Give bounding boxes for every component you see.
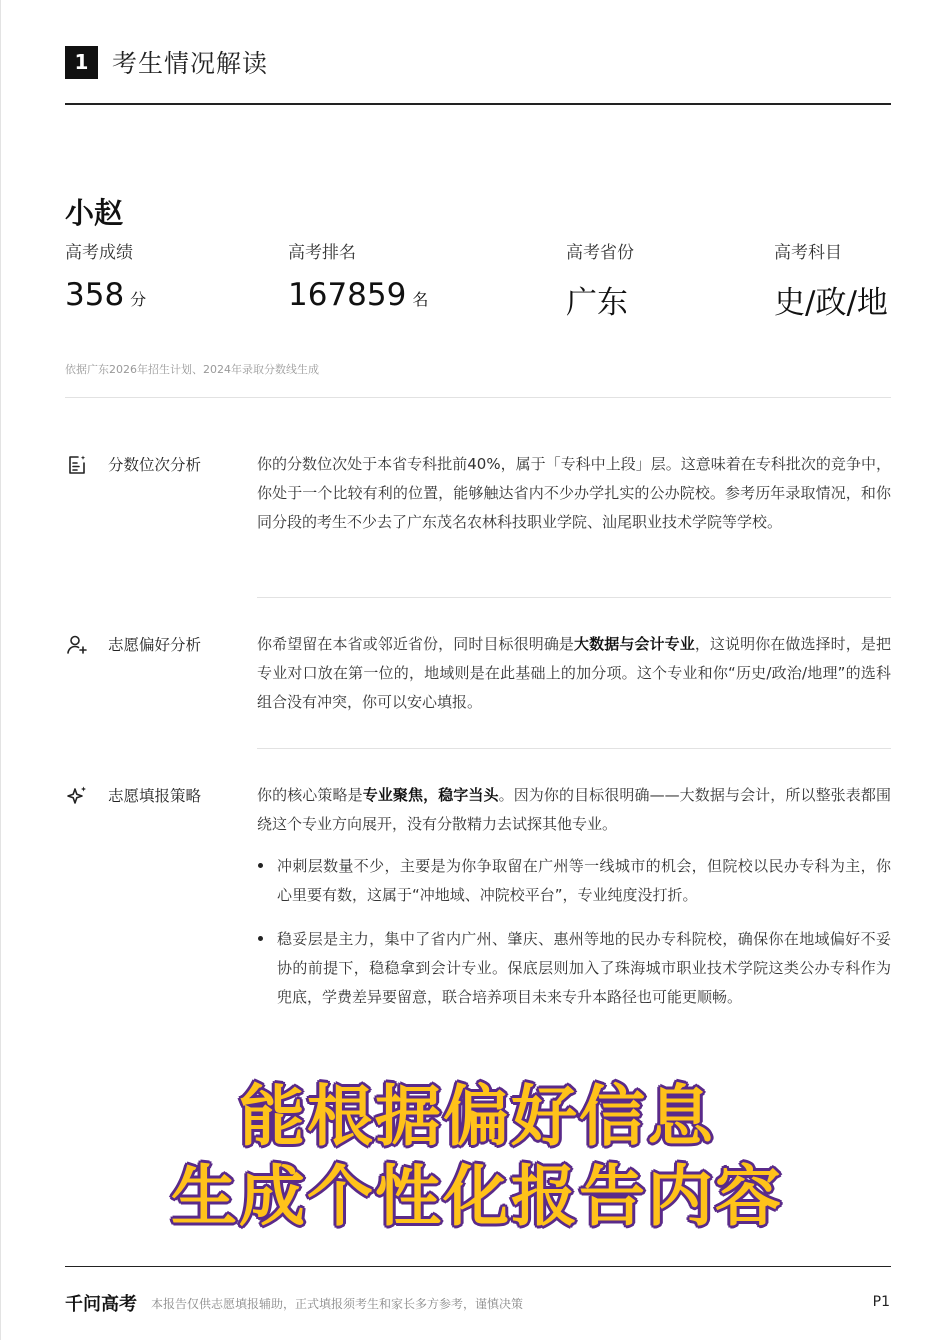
- row-title-preference-analysis: 志愿偏好分析: [108, 636, 202, 654]
- strategy-bullets: [257, 852, 891, 1012]
- footer-brand: 千问高考: [65, 1294, 137, 1315]
- stat-value: 史/政/地: [774, 285, 888, 321]
- sparkle-icon: [65, 784, 89, 808]
- row-body-strategy: 你的核心策略是专业聚焦，稳字当头。因为你的目标很明确——大数据与会计，所以整张表都围绕这个专业方向展开，没有分散精力去试探其他专业。 冲刺层数量不少，主要是为你争取留在广州等一线城市的机会，但院校以民办专科为主，你心里要有数，这属于“冲地域、冲院校平台”，专业纯度没打折。 稳妥层是主力，集中了省内广州、肇庆、惠州等地的民办专科院校，确保你在地域偏好不妥协的前提下，稳稳拿到会计专业。保底层则加入了珠海城市职业技术学院这类公办专科作为兜底，学费差异要留意，联合培养项目未来专升本路径也可能更顺畅。: [257, 781, 891, 1027]
- stat-value: 358 分: [65, 277, 147, 313]
- overlay-caption-line1: 能根据偏好信息: [239, 1078, 715, 1155]
- stat-rank: [288, 238, 428, 313]
- stat-province: [566, 238, 634, 322]
- section-header: [65, 44, 268, 80]
- section-number: 1: [65, 46, 98, 79]
- overlay-caption-line2: 生成个性化报告内容: [171, 1158, 783, 1235]
- stat-value: 167859 名: [288, 277, 429, 313]
- student-name: 小赵: [65, 196, 124, 230]
- stat-value: 广东: [566, 285, 628, 321]
- row-title-score-analysis: 分数位次分析: [108, 456, 202, 474]
- user-add-icon: [65, 633, 89, 657]
- source-note: 依据广东2026年招生计划、2024年录取分数线生成: [65, 363, 319, 376]
- header-divider: [65, 103, 891, 105]
- stat-subjects: [774, 238, 888, 322]
- stat-label: 高考成绩: [65, 243, 133, 263]
- row-title-strategy: 志愿填报策略: [108, 787, 202, 805]
- row-body-score-analysis: 你的分数位次处于本省专科批前40%，属于「专科中上段」层。这意味着在专科批次的竞争中，你处于一个比较有利的位置，能够触达省内不少办学扎实的公办院校。参考历年录取情况，和你同分段的考生不少去了广东茂名农林科技职业学院、汕尾职业技术学院等学校。: [257, 455, 891, 531]
- page-number: P1: [872, 1294, 890, 1310]
- row-divider: [257, 597, 891, 598]
- list-item: 稳妥层是主力，集中了省内广州、肇庆、惠州等地的民办专科院校，确保你在地域偏好不妥协的前提下，稳稳拿到会计专业。保底层则加入了珠海城市职业技术学院这类公办专科作为兜底，学费差异要留意，联合培养项目未来专升本路径也可能更顺畅。: [257, 925, 891, 1012]
- stat-label: 高考排名: [288, 243, 356, 263]
- list-doc-icon: [65, 453, 89, 477]
- footer-disclaimer: 本报告仅供志愿填报辅助，正式填报须考生和家长多方参考，谨慎决策: [151, 1297, 524, 1311]
- footer-divider: [65, 1266, 891, 1267]
- stat-label: 高考科目: [774, 243, 842, 263]
- list-item: 冲刺层数量不少，主要是为你争取留在广州等一线城市的机会，但院校以民办专科为主，你心里要有数，这属于“冲地域、冲院校平台”，专业纯度没打折。: [257, 852, 891, 910]
- stat-score: [65, 238, 146, 313]
- stat-label: 高考省份: [566, 243, 634, 263]
- row-divider: [257, 748, 891, 749]
- stats-divider: [65, 397, 891, 398]
- row-body-preference-analysis: 你希望留在本省或邻近省份，同时目标很明确是大数据与会计专业，这说明你在做选择时，是把专业对口放在第一位的，地域则是在此基础上的加分项。这个专业和你“历史/政治/地理”的选科组合没有冲突，你可以安心填报。: [257, 635, 891, 711]
- section-title: 考生情况解读: [112, 49, 269, 78]
